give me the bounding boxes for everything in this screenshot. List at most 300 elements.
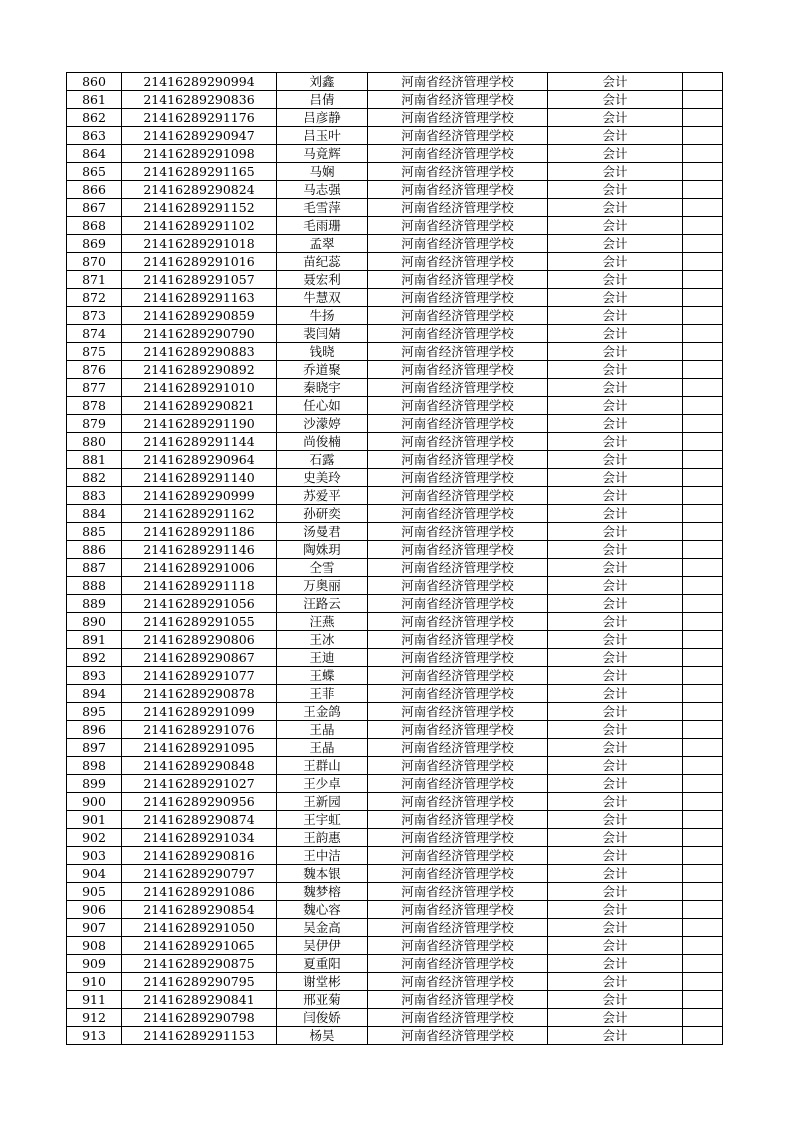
table-row [67,811,723,829]
row-number-cell: 876 [67,361,122,379]
row-number-cell: 909 [67,955,122,973]
exam-id-cell: 21416289291018 [122,235,277,253]
row-number-cell: 904 [67,865,122,883]
school-cell: 河南省经济管理学校 [368,793,548,811]
row-number-cell: 864 [67,145,122,163]
school-cell: 河南省经济管理学校 [368,757,548,775]
row-number-cell: 861 [67,91,122,109]
row-number-cell: 863 [67,127,122,145]
major-cell: 会计 [548,361,683,379]
exam-id-cell: 21416289290874 [122,811,277,829]
major-cell: 会计 [548,919,683,937]
remark-cell [683,469,723,487]
school-cell: 河南省经济管理学校 [368,325,548,343]
exam-id-cell: 21416289291050 [122,919,277,937]
student-name-cell: 邢亚菊 [277,991,368,1009]
school-cell: 河南省经济管理学校 [368,883,548,901]
row-number-cell: 888 [67,577,122,595]
remark-cell [683,433,723,451]
row-number-cell: 877 [67,379,122,397]
school-cell: 河南省经济管理学校 [368,847,548,865]
remark-cell [683,325,723,343]
major-cell: 会计 [548,739,683,757]
row-number-cell: 913 [67,1027,122,1045]
school-cell: 河南省经济管理学校 [368,163,548,181]
exam-id-cell: 21416289290841 [122,991,277,1009]
major-cell: 会计 [548,721,683,739]
student-name-cell: 马竟辉 [277,145,368,163]
remark-cell [683,487,723,505]
student-name-cell: 王新园 [277,793,368,811]
remark-cell [683,991,723,1009]
major-cell: 会计 [548,577,683,595]
row-number-cell: 892 [67,649,122,667]
row-number-cell: 867 [67,199,122,217]
remark-cell [683,919,723,937]
exam-id-cell: 21416289290883 [122,343,277,361]
remark-cell [683,541,723,559]
table-row [67,541,723,559]
row-number-cell: 886 [67,541,122,559]
student-name-cell: 吕玉叶 [277,127,368,145]
student-name-cell: 孙研奕 [277,505,368,523]
major-cell: 会计 [548,847,683,865]
school-cell: 河南省经济管理学校 [368,721,548,739]
student-name-cell: 马娴 [277,163,368,181]
table-row [67,199,723,217]
roster-table [66,72,723,1045]
remark-cell [683,505,723,523]
table-row [67,253,723,271]
table-row [67,523,723,541]
exam-id-cell: 21416289290798 [122,1009,277,1027]
major-cell: 会计 [548,523,683,541]
student-name-cell: 王群山 [277,757,368,775]
row-number-cell: 885 [67,523,122,541]
row-number-cell: 906 [67,901,122,919]
exam-id-cell: 21416289290816 [122,847,277,865]
remark-cell [683,739,723,757]
school-cell: 河南省经济管理学校 [368,109,548,127]
row-number-cell: 890 [67,613,122,631]
student-name-cell: 魏梦榕 [277,883,368,901]
row-number-cell: 889 [67,595,122,613]
major-cell: 会计 [548,559,683,577]
table-row [67,127,723,145]
school-cell: 河南省经济管理学校 [368,361,548,379]
table-row [67,865,723,883]
student-name-cell: 吕倩 [277,91,368,109]
school-cell: 河南省经济管理学校 [368,415,548,433]
table-row [67,325,723,343]
student-name-cell: 吴金高 [277,919,368,937]
row-number-cell: 873 [67,307,122,325]
table-row [67,649,723,667]
student-name-cell: 王晶 [277,739,368,757]
row-number-cell: 866 [67,181,122,199]
school-cell: 河南省经济管理学校 [368,505,548,523]
exam-id-cell: 21416289291076 [122,721,277,739]
exam-id-cell: 21416289290821 [122,397,277,415]
table-row [67,883,723,901]
student-name-cell: 汤曼君 [277,523,368,541]
remark-cell [683,883,723,901]
remark-cell [683,865,723,883]
remark-cell [683,73,723,91]
exam-id-cell: 21416289291098 [122,145,277,163]
table-row [67,775,723,793]
roster-body [67,73,723,1045]
remark-cell [683,523,723,541]
exam-id-cell: 21416289291176 [122,109,277,127]
major-cell: 会计 [548,325,683,343]
major-cell: 会计 [548,955,683,973]
student-name-cell: 马志强 [277,181,368,199]
school-cell: 河南省经济管理学校 [368,1027,548,1045]
student-name-cell: 苏爱平 [277,487,368,505]
student-name-cell: 吕彦静 [277,109,368,127]
student-name-cell: 王宇虹 [277,811,368,829]
student-name-cell: 汪路云 [277,595,368,613]
exam-id-cell: 21416289290999 [122,487,277,505]
major-cell: 会计 [548,685,683,703]
major-cell: 会计 [548,271,683,289]
student-name-cell: 王冰 [277,631,368,649]
row-number-cell: 896 [67,721,122,739]
school-cell: 河南省经济管理学校 [368,595,548,613]
row-number-cell: 860 [67,73,122,91]
exam-id-cell: 21416289291077 [122,667,277,685]
major-cell: 会计 [548,145,683,163]
exam-id-cell: 21416289290806 [122,631,277,649]
row-number-cell: 879 [67,415,122,433]
exam-id-cell: 21416289291165 [122,163,277,181]
row-number-cell: 900 [67,793,122,811]
row-number-cell: 872 [67,289,122,307]
row-number-cell: 911 [67,991,122,1009]
major-cell: 会计 [548,883,683,901]
table-row [67,163,723,181]
student-name-cell: 裴闫婧 [277,325,368,343]
table-row [67,1009,723,1027]
student-name-cell: 王菲 [277,685,368,703]
exam-id-cell: 21416289290859 [122,307,277,325]
table-row [67,973,723,991]
student-name-cell: 钱晓 [277,343,368,361]
major-cell: 会计 [548,217,683,235]
remark-cell [683,559,723,577]
school-cell: 河南省经济管理学校 [368,649,548,667]
exam-id-cell: 21416289291056 [122,595,277,613]
exam-id-cell: 21416289290878 [122,685,277,703]
student-name-cell: 刘鑫 [277,73,368,91]
student-name-cell: 闫俊娇 [277,1009,368,1027]
exam-id-cell: 21416289290848 [122,757,277,775]
major-cell: 会计 [548,937,683,955]
major-cell: 会计 [548,595,683,613]
row-number-cell: 907 [67,919,122,937]
table-row [67,757,723,775]
remark-cell [683,253,723,271]
major-cell: 会计 [548,451,683,469]
student-name-cell: 苗纪蕊 [277,253,368,271]
exam-id-cell: 21416289290892 [122,361,277,379]
exam-id-cell: 21416289290875 [122,955,277,973]
school-cell: 河南省经济管理学校 [368,469,548,487]
school-cell: 河南省经济管理学校 [368,937,548,955]
major-cell: 会计 [548,901,683,919]
school-cell: 河南省经济管理学校 [368,541,548,559]
exam-id-cell: 21416289291055 [122,613,277,631]
row-number-cell: 898 [67,757,122,775]
table-row [67,433,723,451]
exam-id-cell: 21416289290947 [122,127,277,145]
exam-id-cell: 21416289291163 [122,289,277,307]
school-cell: 河南省经济管理学校 [368,271,548,289]
student-name-cell: 吴伊伊 [277,937,368,955]
row-number-cell: 878 [67,397,122,415]
remark-cell [683,973,723,991]
school-cell: 河南省经济管理学校 [368,1009,548,1027]
major-cell: 会计 [548,307,683,325]
table-row [67,991,723,1009]
table-row [67,505,723,523]
table-row [67,955,723,973]
row-number-cell: 862 [67,109,122,127]
table-row [67,595,723,613]
major-cell: 会计 [548,631,683,649]
row-number-cell: 865 [67,163,122,181]
table-row [67,289,723,307]
remark-cell [683,379,723,397]
remark-cell [683,613,723,631]
major-cell: 会计 [548,505,683,523]
school-cell: 河南省经济管理学校 [368,829,548,847]
student-name-cell: 杨昊 [277,1027,368,1045]
row-number-cell: 910 [67,973,122,991]
school-cell: 河南省经济管理学校 [368,91,548,109]
student-name-cell: 魏本银 [277,865,368,883]
remark-cell [683,217,723,235]
remark-cell [683,793,723,811]
school-cell: 河南省经济管理学校 [368,181,548,199]
student-name-cell: 沙濛婷 [277,415,368,433]
row-number-cell: 869 [67,235,122,253]
school-cell: 河南省经济管理学校 [368,127,548,145]
student-name-cell: 汪燕 [277,613,368,631]
exam-id-cell: 21416289290797 [122,865,277,883]
student-name-cell: 史美玲 [277,469,368,487]
table-row [67,397,723,415]
remark-cell [683,937,723,955]
table-row [67,469,723,487]
row-number-cell: 868 [67,217,122,235]
table-row [67,901,723,919]
student-name-cell: 毛雨珊 [277,217,368,235]
exam-id-cell: 21416289290795 [122,973,277,991]
table-row [67,631,723,649]
exam-id-cell: 21416289291146 [122,541,277,559]
major-cell: 会计 [548,649,683,667]
remark-cell [683,685,723,703]
row-number-cell: 884 [67,505,122,523]
table-row [67,181,723,199]
remark-cell [683,757,723,775]
student-name-cell: 任心如 [277,397,368,415]
exam-id-cell: 21416289291153 [122,1027,277,1045]
exam-id-cell: 21416289290824 [122,181,277,199]
table-row [67,91,723,109]
exam-id-cell: 21416289291027 [122,775,277,793]
remark-cell [683,361,723,379]
school-cell: 河南省经济管理学校 [368,559,548,577]
exam-id-cell: 21416289290836 [122,91,277,109]
table-row [67,703,723,721]
school-cell: 河南省经济管理学校 [368,631,548,649]
row-number-cell: 908 [67,937,122,955]
row-number-cell: 880 [67,433,122,451]
table-row [67,577,723,595]
exam-id-cell: 21416289290964 [122,451,277,469]
school-cell: 河南省经济管理学校 [368,973,548,991]
school-cell: 河南省经济管理学校 [368,919,548,937]
table-row [67,829,723,847]
remark-cell [683,649,723,667]
remark-cell [683,91,723,109]
exam-id-cell: 21416289291016 [122,253,277,271]
major-cell: 会计 [548,199,683,217]
row-number-cell: 870 [67,253,122,271]
row-number-cell: 902 [67,829,122,847]
table-row [67,847,723,865]
major-cell: 会计 [548,973,683,991]
school-cell: 河南省经济管理学校 [368,613,548,631]
row-number-cell: 899 [67,775,122,793]
remark-cell [683,415,723,433]
exam-id-cell: 21416289291152 [122,199,277,217]
major-cell: 会计 [548,703,683,721]
table-row [67,361,723,379]
exam-id-cell: 21416289290867 [122,649,277,667]
remark-cell [683,631,723,649]
table-row [67,145,723,163]
school-cell: 河南省经济管理学校 [368,811,548,829]
major-cell: 会计 [548,127,683,145]
major-cell: 会计 [548,469,683,487]
major-cell: 会计 [548,541,683,559]
school-cell: 河南省经济管理学校 [368,901,548,919]
remark-cell [683,577,723,595]
remark-cell [683,955,723,973]
major-cell: 会计 [548,91,683,109]
major-cell: 会计 [548,379,683,397]
remark-cell [683,199,723,217]
major-cell: 会计 [548,163,683,181]
school-cell: 河南省经济管理学校 [368,397,548,415]
exam-id-cell: 21416289291086 [122,883,277,901]
row-number-cell: 897 [67,739,122,757]
student-name-cell: 牛扬 [277,307,368,325]
exam-id-cell: 21416289291057 [122,271,277,289]
major-cell: 会计 [548,667,683,685]
school-cell: 河南省经济管理学校 [368,145,548,163]
remark-cell [683,343,723,361]
school-cell: 河南省经济管理学校 [368,523,548,541]
remark-cell [683,1027,723,1045]
major-cell: 会计 [548,73,683,91]
remark-cell [683,847,723,865]
exam-id-cell: 21416289291034 [122,829,277,847]
major-cell: 会计 [548,829,683,847]
student-name-cell: 王蝶 [277,667,368,685]
table-row [67,739,723,757]
student-name-cell: 牛慧双 [277,289,368,307]
student-name-cell: 谢堂彬 [277,973,368,991]
school-cell: 河南省经济管理学校 [368,289,548,307]
student-name-cell: 陶姝玥 [277,541,368,559]
table-row [67,793,723,811]
exam-id-cell: 21416289291186 [122,523,277,541]
school-cell: 河南省经济管理学校 [368,343,548,361]
exam-id-cell: 21416289291102 [122,217,277,235]
table-row [67,235,723,253]
school-cell: 河南省经济管理学校 [368,487,548,505]
table-row [67,109,723,127]
remark-cell [683,163,723,181]
row-number-cell: 871 [67,271,122,289]
student-name-cell: 聂宏利 [277,271,368,289]
school-cell: 河南省经济管理学校 [368,685,548,703]
table-row [67,415,723,433]
student-name-cell: 王中洁 [277,847,368,865]
student-name-cell: 王金鸽 [277,703,368,721]
student-name-cell: 尚俊楠 [277,433,368,451]
major-cell: 会计 [548,397,683,415]
student-name-cell: 魏心容 [277,901,368,919]
school-cell: 河南省经济管理学校 [368,739,548,757]
school-cell: 河南省经济管理学校 [368,199,548,217]
remark-cell [683,703,723,721]
table-row [67,1027,723,1045]
student-name-cell: 王晶 [277,721,368,739]
school-cell: 河南省经济管理学校 [368,667,548,685]
row-number-cell: 875 [67,343,122,361]
student-name-cell: 石露 [277,451,368,469]
school-cell: 河南省经济管理学校 [368,955,548,973]
exam-id-cell: 21416289291162 [122,505,277,523]
exam-id-cell: 21416289291006 [122,559,277,577]
remark-cell [683,289,723,307]
table-row [67,379,723,397]
student-name-cell: 王少卓 [277,775,368,793]
table-row [67,307,723,325]
school-cell: 河南省经济管理学校 [368,703,548,721]
row-number-cell: 882 [67,469,122,487]
table-row [67,451,723,469]
school-cell: 河南省经济管理学校 [368,865,548,883]
school-cell: 河南省经济管理学校 [368,235,548,253]
remark-cell [683,667,723,685]
major-cell: 会计 [548,991,683,1009]
table-row [67,559,723,577]
major-cell: 会计 [548,487,683,505]
school-cell: 河南省经济管理学校 [368,991,548,1009]
remark-cell [683,181,723,199]
row-number-cell: 901 [67,811,122,829]
remark-cell [683,397,723,415]
student-name-cell: 王韵惠 [277,829,368,847]
major-cell: 会计 [548,235,683,253]
